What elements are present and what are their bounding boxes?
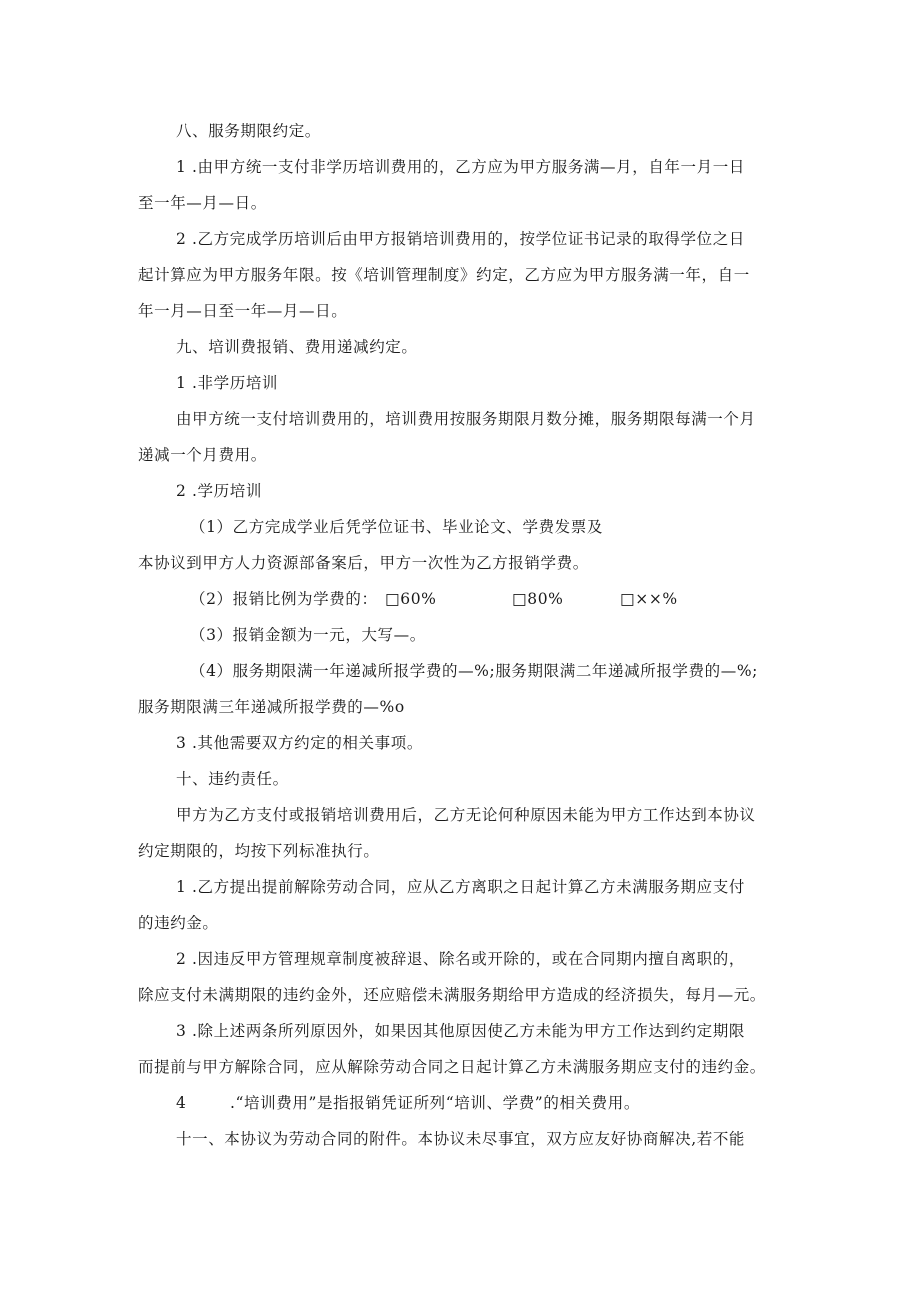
section-10-item-4-text: .“培训费用”是指报销凭证所列“培训、学费”的相关费用。 <box>230 1094 640 1112</box>
section-9-item-2-point-3: （3）报销金额为一元，大写—。 <box>190 626 426 644</box>
section-9-item-2-point-1-line-1: （1）乙方完成学业后凭学位证书、毕业论文、学费发票及 <box>190 518 603 536</box>
section-10-item-3-line-2: 而提前与甲方解除合同，应从解除劳动合同之日起计算乙方未满服务期应支付的违约金。 <box>138 1058 766 1076</box>
ratio-option-xx: □××% <box>620 590 678 608</box>
section-9-item-3: 3 .其他需要双方约定的相关事项。 <box>176 734 423 752</box>
ratio-option-80: □80% <box>512 590 564 608</box>
section-8-item-1-line-1: 1 .由甲方统一支付非学历培训费用的，乙方应为甲方服务满—月，自年一月一日 <box>176 158 745 176</box>
section-10-item-1-line-2: 的违约金。 <box>138 914 219 932</box>
ratio-option-60: □60% <box>385 590 437 608</box>
section-10-intro-line-2: 约定期限的，均按下列标准执行。 <box>138 842 380 860</box>
section-9-item-1-line-2: 递减一个月费用。 <box>138 446 267 464</box>
section-9-item-2-point-2 <box>190 589 710 609</box>
section-11-line-1: 十一、本协议为劳动合同的附件。本协议未尽事宜，双方应友好协商解决,若不能 <box>176 1130 746 1148</box>
section-9-item-1-title: 1 .非学历培训 <box>176 374 279 392</box>
section-9-item-2-point-1-line-2: 本协议到甲方人力资源部备案后，甲方一次性为乙方报销学费。 <box>138 554 589 572</box>
section-9-item-1-line-1: 由甲方统一支付培训费用的，培训费用按服务期限月数分摊，服务期限每满一个月 <box>176 410 756 428</box>
section-9-item-2-point-4-line-2: 服务期限满三年递减所报学费的—%o <box>138 698 405 716</box>
reimbursement-ratio-label: （2）报销比例为学费的： <box>190 590 378 608</box>
section-9-item-2-title: 2 .学历培训 <box>176 482 262 500</box>
section-9-item-2-point-4-line-1: （4）服务期限满一年递减所报学费的—%;服务期限满二年递减所报学费的—%; <box>190 662 758 680</box>
section-8-item-2-line-3: 年一月—日至一年—月—日。 <box>138 302 348 320</box>
section-10-title: 十、违约责任。 <box>176 770 289 788</box>
section-10-item-4-number: 4 <box>176 1094 187 1112</box>
section-8-item-2-line-1: 2 .乙方完成学历培训后由甲方报销培训费用的，按学位证书记录的取得学位之日 <box>176 230 745 248</box>
section-10-item-2-line-1: 2 .因违反甲方管理规章制度被辞退、除名或开除的，或在合同期内擅自离职的， <box>176 950 745 968</box>
section-8-item-1-line-2: 至一年—月—日。 <box>138 194 267 212</box>
section-9-title: 九、培训费报销、费用递减约定。 <box>176 338 418 356</box>
section-8-item-2-line-2: 起计算应为甲方服务年限。按《培训管理制度》约定，乙方应为甲方服务满一年，自一 <box>138 266 750 284</box>
section-10-item-3-line-1: 3 .除上述两条所列原因外，如果因其他原因使乙方未能为甲方工作达到约定期限 <box>176 1022 745 1040</box>
section-10-item-1-line-1: 1 .乙方提出提前解除劳动合同，应从乙方离职之日起计算乙方未满服务期应支付 <box>176 878 745 896</box>
section-10-item-2-line-2: 除应支付未满期限的违约金外，还应赔偿未满服务期给甲方造成的经济损失，每月—元。 <box>138 986 766 1004</box>
section-10-intro-line-1: 甲方为乙方支付或报销培训费用后，乙方无论何种原因未能为甲方工作达到本协议 <box>176 806 756 824</box>
section-8-title: 八、服务期限约定。 <box>176 122 321 140</box>
